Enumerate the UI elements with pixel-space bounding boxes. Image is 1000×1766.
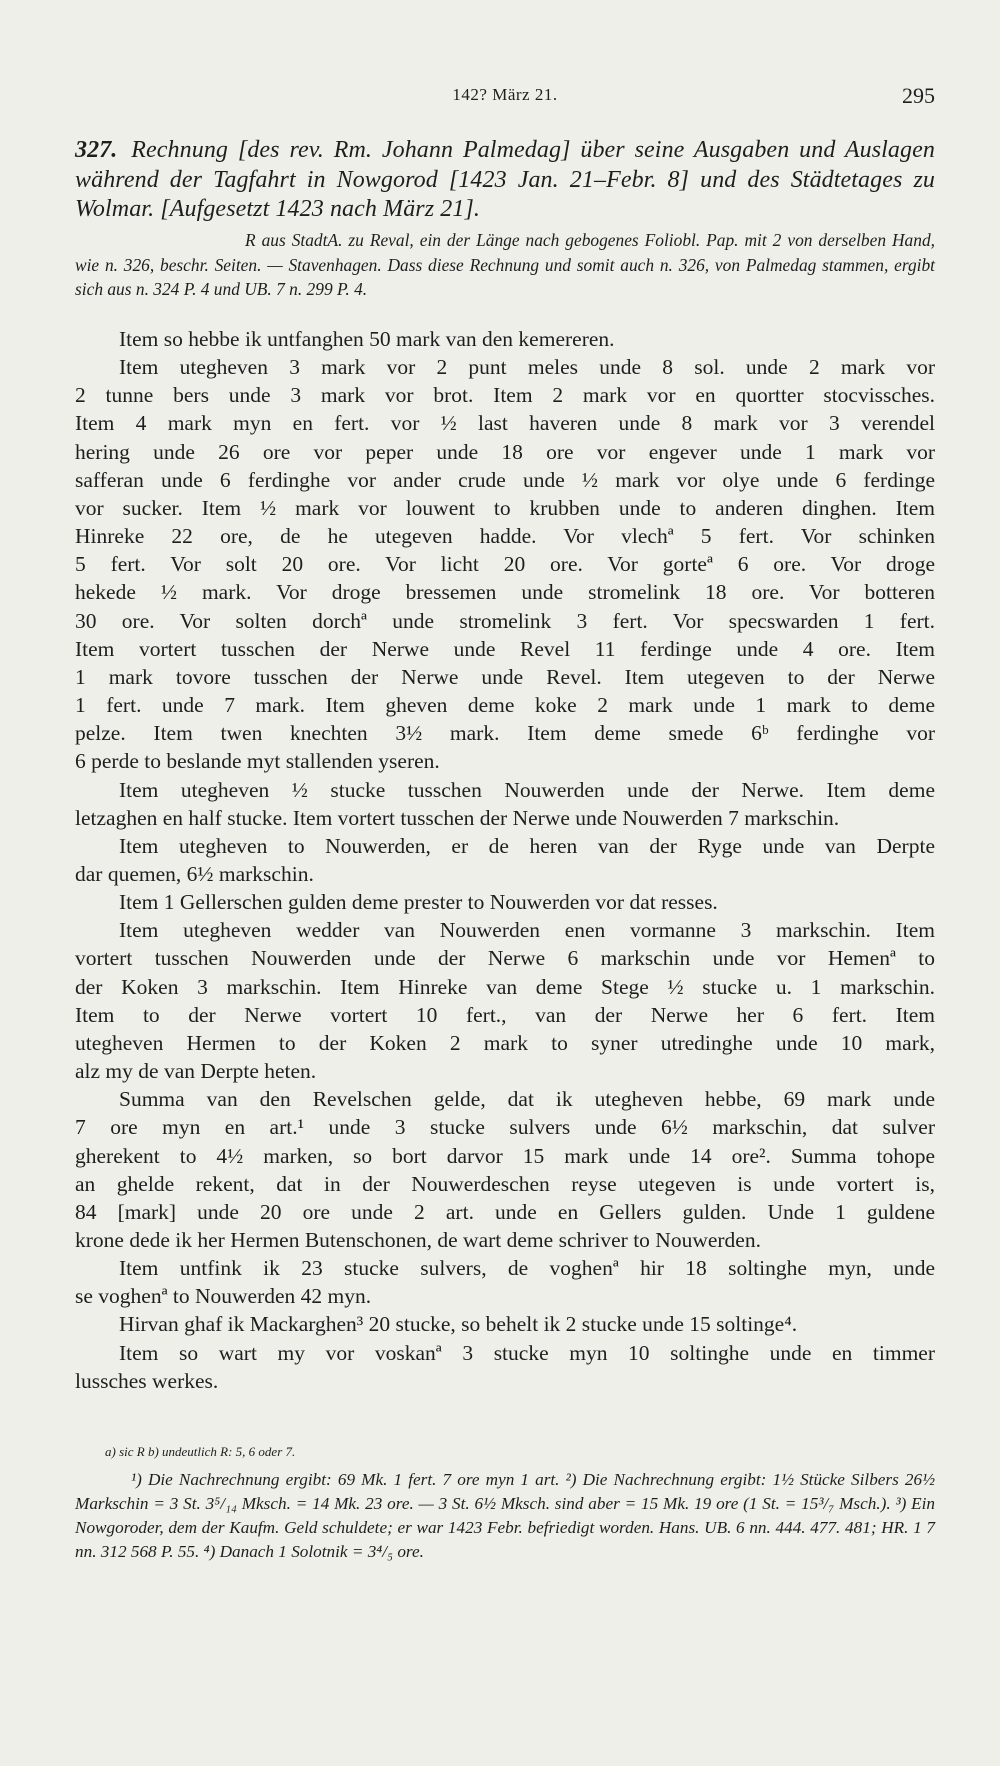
text-line: Summa van den Revelschen gelde, dat ik utegheven hebbe, 69 mark unde — [119, 1087, 935, 1112]
text-line: Item so wart my vor voskanª 3 stucke myn 10 soltinghe unde en timmer — [119, 1340, 935, 1365]
paragraph — [75, 1310, 935, 1338]
text-line: 1 fert. unde 7 mark. Item gheven deme koke 2 mark unde 1 mark to deme — [75, 693, 935, 718]
text-line: Item to der Nerwe vortert 10 fert., van der Nerwe her 6 fert. Item — [75, 1002, 935, 1027]
text-line: Item vortert tusschen der Nerwe unde Revel 11 ferdinge unde 4 ore. Item — [75, 636, 935, 661]
running-head-date: 142? März 21. — [452, 85, 558, 104]
document-title: Rechnung [des rev. Rm. Johann Palmedag] über seine Ausgaben und Auslagen während der Tagfahrt in Nowgorod [1423 Jan. 21–Febr. 8] und des Städtetages zu Wolmar. [Aufgesetzt 1423 nach März 21]. — [75, 137, 935, 222]
footnotes — [75, 1440, 935, 1564]
paragraph — [75, 776, 935, 832]
text-line: 1 mark tovore tusschen der Nerwe unde Revel. Item utegeven to der Nerwe — [75, 664, 935, 689]
text-line: Item utegheven to Nouwerden, er de heren van der Ryge unde van Derpte — [119, 833, 935, 858]
running-head — [75, 85, 935, 111]
document-heading — [75, 136, 935, 225]
text-line: Item so hebbe ik untfanghen 50 mark van den kemereren. — [119, 327, 615, 351]
text-line: Item untfink ik 23 stucke sulvers, de voghenª hir 18 soltinghe myn, unde — [119, 1256, 935, 1281]
text-line: hering unde 26 ore vor peper unde 18 ore vor engever unde 1 mark vor — [75, 439, 935, 464]
paragraph — [75, 325, 935, 353]
text-line: an ghelde rekent, dat in der Nouwerdeschen reyse utegeven is unde vortert is, — [75, 1171, 935, 1196]
text-line: krone dede ik her Hermen Butenschonen, de wart deme schriver to Nouwerden. — [75, 1228, 761, 1252]
text-line: Item utegheven wedder van Nouwerden enen vormanne 3 markschin. Item — [119, 918, 935, 943]
text-line: vortert tusschen Nouwerden unde der Nerwe 6 markschin unde vor Hemenª to — [75, 946, 935, 971]
source-note: R aus StadtA. zu Reval, ein der Länge nach gebogenes Foliobl. Pap. mit 2 von derselben Hand, wie n. 326, beschr. Seiten. — Stavenhagen. Dass diese Rechnung und somit auch n. 326, von Palmedag stammen, ergibt sich aus n. 324 P. 4 und UB. 7 n. 299 P. 4. — [75, 230, 935, 299]
text-line: Hirvan ghaf ik Mackarghen³ 20 stucke, so behelt ik 2 stucke unde 15 soltinge⁴. — [119, 1312, 798, 1337]
text-line: Item utegheven 3 mark vor 2 punt meles unde 8 sol. unde 2 mark vor — [119, 355, 935, 380]
text-line: Item utegheven ½ stucke tusschen Nouwerden unde der Nerwe. Item deme — [119, 777, 935, 802]
text-line: alz my de van Derpte heten. — [75, 1059, 317, 1084]
text-line: letzaghen en half stucke. Item vortert tusschen der Nerwe unde Nouwerden 7 markschin. — [75, 805, 840, 830]
paragraph — [75, 888, 935, 916]
text-line: se voghenª to Nouwerden 42 myn. — [75, 1284, 372, 1309]
text-line: 5 fert. Vor solt 20 ore. Vor licht 20 ore. Vor gorteª 6 ore. Vor droge — [75, 552, 935, 577]
text-line: 30 ore. Vor solten dorchª unde stromelink 3 fert. Vor specswarden 1 fert. — [75, 608, 935, 633]
text-line: 84 [mark] unde 20 ore unde 2 art. unde en Gellers gulden. Unde 1 guldene — [75, 1199, 935, 1224]
footnote-letters: a) sic R b) undeutlich R: 5, 6 oder 7. — [105, 1444, 296, 1459]
text-line: vor sucker. Item ½ mark vor louwent to krubben unde to anderen dinghen. Item — [75, 495, 935, 520]
paragraph — [75, 916, 935, 1085]
body-text — [75, 325, 935, 1395]
text-line: dar quemen, 6½ markschin. — [75, 861, 314, 886]
paragraph — [75, 1339, 935, 1395]
text-line: utegheven Hermen to der Koken 2 mark to syner utredinghe unde 10 mark, — [75, 1030, 935, 1055]
document-number: 327. — [75, 137, 118, 163]
text-line: 2 tunne bers unde 3 mark vor brot. Item 2 mark vor en quortter stocvissches. — [75, 383, 935, 408]
page-number: 295 — [902, 83, 935, 108]
text-line: 7 ore myn en art.¹ unde 3 stucke sulvers unde 6½ markschin, dat sulver — [75, 1115, 935, 1140]
text-line: safferan unde 6 ferdinghe vor ander crude unde ½ mark vor olye unde 6 ferdinge — [75, 467, 935, 492]
text-line: gherekent to 4½ marken, so bort darvor 15 mark unde 14 ore². Summa tohope — [75, 1143, 935, 1168]
text-line: Hinreke 22 ore, de he utegeven hadde. Vor vlechª 5 fert. Vor schinken — [75, 524, 935, 549]
text-line: hekede ½ mark. Vor droge bressemen unde stromelink 18 ore. Vor botteren — [75, 580, 935, 605]
text-line: lussches werkes. — [75, 1368, 219, 1393]
text-line: der Koken 3 markschin. Item Hinreke van deme Stege ½ stucke u. 1 markschin. — [75, 974, 935, 999]
paragraph — [75, 1254, 935, 1310]
paragraph — [75, 353, 935, 775]
footnote-numbered: ¹) Die Nachrechnung ergibt: 69 Mk. 1 fert. 7 ore myn 1 art. ²) Die Nachrechnung ergibt: 1½ Stücke Silbers 26½ Markschin = 3 St. 3⁵/₁₄ Mksch. = 14 Mk. 23 ore. — 3 St. 6½ Mksch. sind aber = 15 Mk. 19 ore (1 St. = 15³/₇ Msch.). ³) Ein Nowgoroder, dem der Kaufm. Geld schuldete; er war 1423 Febr. befriedigt worden. Hans. UB. 6 nn. 444. 477. 481; HR. 1 7 nn. 312 568 P. 55. ⁴) Danach 1 Solotnik = 3⁴/₅ ore. — [75, 1470, 935, 1561]
paragraph — [75, 832, 935, 888]
text-line: Item 4 mark myn en fert. vor ½ last haveren unde 8 mark vor 3 verendel — [75, 411, 935, 436]
text-line: pelze. Item twen knechten 3½ mark. Item deme smede 6ᵇ ferdinghe vor — [75, 721, 935, 746]
text-line: 6 perde to beslande myt stallenden yseren. — [75, 749, 440, 774]
text-line: Item 1 Gellerschen gulden deme prester to Nouwerden vor dat resses. — [119, 890, 718, 915]
paragraph — [75, 1085, 935, 1254]
